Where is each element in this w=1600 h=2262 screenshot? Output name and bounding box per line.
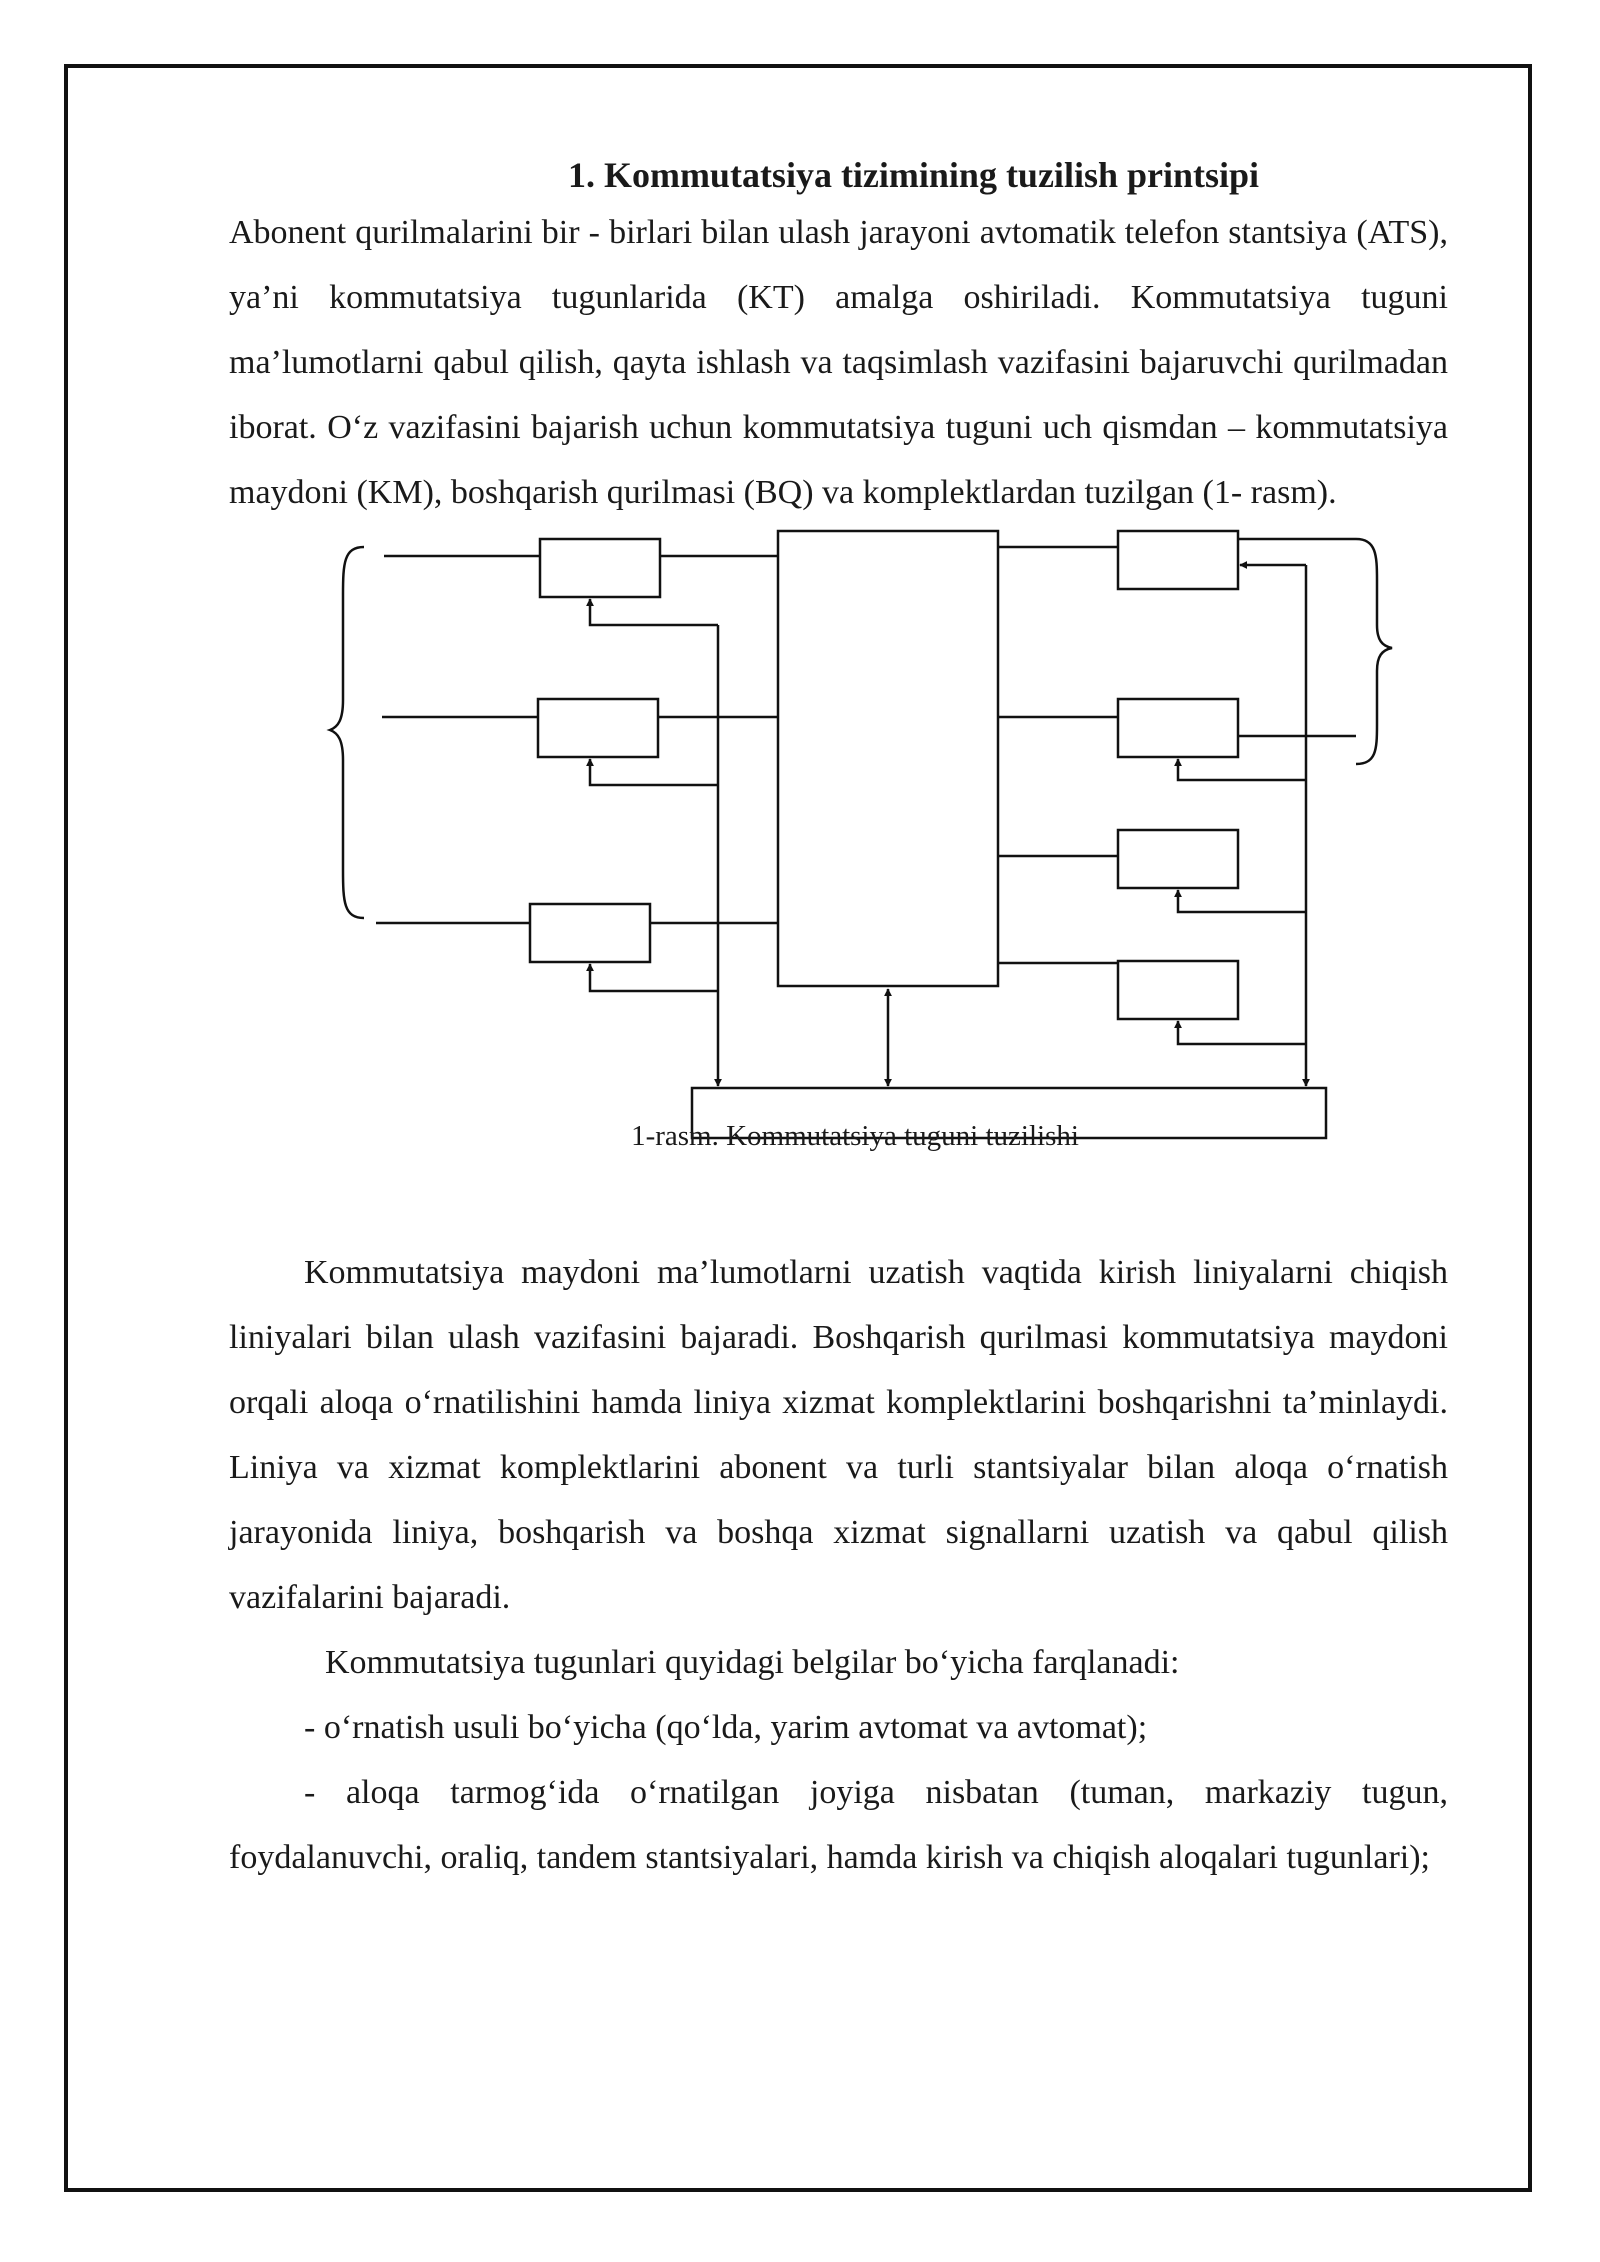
page-content — [229, 150, 1448, 1890]
right-kit-3 — [1118, 830, 1238, 888]
left-kit-1 — [540, 539, 660, 597]
spacer — [229, 1165, 1448, 1240]
left-brace — [330, 547, 364, 918]
switching-field-km — [778, 531, 998, 986]
right-kit-2 — [1118, 699, 1238, 757]
left-kit-3 — [530, 904, 650, 962]
right-kit-1 — [1118, 531, 1238, 589]
block-diagram — [0, 525, 1600, 1165]
paragraph-intro: Abonent qurilmalarini bir - birlari bilan ulash jarayoni avtomatik telefon stantsiya (ATS), ya’ni kommutatsiya tugunlarida (KT) amalga oshiriladi. Kommutatsiya tuguni ma’lumotlarni qabul qilish, qayta ishlash va taqsimlash vazifasini bajaruvchi qurilmadan iborat. O‘z vazifasini bajarish uchun kommutatsiya tuguni uch qismdan – kommutatsiya maydoni (KM), boshqarish qurilmasi (BQ) va komplektlardan tuzilgan (1- rasm). — [229, 214, 1448, 511]
figure-switching-node — [0, 525, 1600, 1165]
figure-caption: 1-rasm. Kommutatsiya tuguni tuzilishi — [631, 1120, 1079, 1152]
list-item-location: - aloqa tarmog‘ida o‘rnatilgan joyiga nisbatan (tuman, markaziy tugun, foydalanuvchi, oraliq, tandem stantsiyalari, hamda kirish va chiqish aloqalari tugunlari); — [229, 1774, 1448, 1876]
paragraph-differences: Kommutatsiya tugunlari quyidagi belgilar bo‘yicha farqlanadi: — [325, 1644, 1180, 1681]
left-kit-2 — [538, 699, 658, 757]
paragraph-switching-field: Kommutatsiya maydoni ma’lumotlarni uzatish vaqtida kirish liniyalarni chiqish liniyalari bilan ulash vazifasini bajaradi. Boshqarish qurilmasi kommutatsiya maydoni orqali aloqa o‘rnatilishini hamda liniya xizmat komplektlarini boshqarishni ta’minlaydi. Liniya va xizmat komplektlarini abonent va turli stantsiyalar bilan aloqa o‘rnatish jarayonida liniya, boshqarish va boshqa xizmat signallarni uzatish va qabul qilish vazifalarini bajaradi. — [229, 1254, 1448, 1616]
section-heading: 1. Kommutatsiya tizimining tuzilish printsipi — [567, 155, 1260, 195]
list-item-method: - o‘rnatish usuli bo‘yicha (qo‘lda, yarim avtomat va avtomat); — [304, 1709, 1148, 1746]
right-kit-4 — [1118, 961, 1238, 1019]
right-brace — [1356, 539, 1392, 764]
